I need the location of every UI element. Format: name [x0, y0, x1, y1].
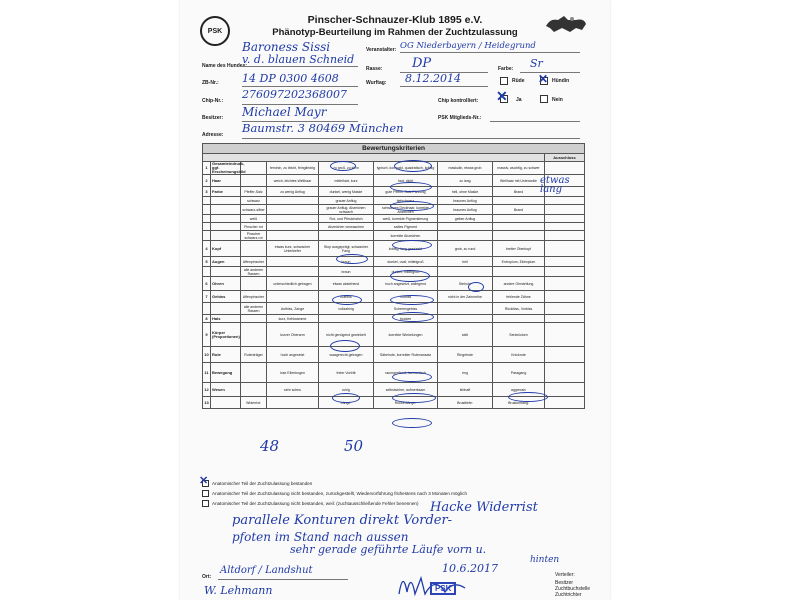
ausschluss-cell — [545, 383, 585, 397]
circle-mark — [392, 240, 432, 250]
criteria-cell — [438, 303, 493, 315]
ausschluss-cell — [545, 363, 585, 383]
criteria-name: Kopf — [211, 241, 241, 257]
criteria-cell: Brusttiefe: — [438, 397, 493, 409]
verteiler-label: Verteiler: — [555, 572, 575, 578]
dog-name-line1: Baroness Sissi — [242, 40, 331, 54]
ausschluss-cell — [545, 315, 585, 323]
circle-mark — [392, 312, 434, 322]
criteria-cell: eng — [438, 363, 493, 383]
criteria-cell: mittelhart, kurz — [319, 175, 374, 187]
richter-value: W. Lehmann — [204, 584, 273, 597]
verteiler-line: Zuchtbuchstelle — [555, 586, 591, 592]
circle-mark — [332, 295, 362, 305]
criteria-number — [203, 267, 211, 277]
criteria-cell: braunes Anflug — [438, 205, 493, 215]
option-deferred: Anatomischer Teil der Zuchtzulassung nicht bestanden, zurückgestellt, Wiedervorführung frühestens nach 3 Monaten möglich — [212, 491, 468, 496]
criteria-cell: kurzer Oberarm — [267, 323, 319, 347]
criteria-cell — [267, 223, 319, 231]
ausschluss-note: etwas lang — [540, 175, 570, 195]
criteria-cell: kurz, Kehlwamme — [267, 315, 319, 323]
criteria-cell — [493, 197, 545, 205]
criteria-number: 12 — [203, 383, 211, 397]
veranstalter-label: Veranstalter: — [366, 47, 397, 53]
criteria-cell: Affenpinscher — [241, 291, 267, 303]
criteria-number: 9 — [203, 323, 211, 347]
criteria-number — [203, 215, 211, 223]
criteria-name: Farbe — [211, 187, 241, 197]
criteria-name — [211, 215, 241, 223]
name-label: Name des Hundes: — [202, 63, 248, 69]
criteria-cell: schwarz-silber — [241, 205, 267, 215]
adresse-label: Adresse: — [202, 132, 224, 138]
circle-mark — [330, 340, 360, 352]
ausschluss-cell — [545, 291, 585, 303]
criteria-name: Rute — [211, 347, 241, 363]
criteria-cell — [438, 231, 493, 241]
criteria-cell: Rutenträger — [241, 347, 267, 363]
criteria-cell: sattes Pigment — [374, 223, 438, 231]
criteria-cell: Widerrist: — [241, 397, 267, 409]
criteria-cell: nicht genügend gewinkelt — [319, 323, 374, 347]
criteria-number: 11 — [203, 363, 211, 383]
ausschluss-cell — [545, 257, 585, 267]
circle-mark — [468, 282, 484, 292]
option-failed: Anatomischer Teil der Zuchtzulassung nicht bestanden, weil: (zuchtausschließende Fehler benennen) — [212, 501, 419, 506]
criteria-number: 8 — [203, 315, 211, 323]
ausschluss-cell — [545, 231, 585, 241]
criteria-name — [211, 397, 241, 409]
criteria-cell: Abzeichen verwaschen — [319, 223, 374, 231]
ausschluss-cell — [545, 303, 585, 315]
remarks-line-1: Hacke Widerrist — [430, 500, 538, 515]
remarks-line-2: parallele Konturen direkt Vorder- — [232, 513, 453, 528]
criteria-cell — [438, 223, 493, 231]
criteria-cell: Knickrute — [493, 347, 545, 363]
criteria-name — [211, 231, 241, 241]
criteria-cell — [493, 215, 545, 223]
ruede-checkbox[interactable] — [500, 77, 508, 85]
dog-name-line2: v. d. blauen Schneid — [242, 53, 355, 66]
criteria-name: Hals — [211, 315, 241, 323]
criteria-number — [203, 223, 211, 231]
criteria-cell — [319, 315, 374, 323]
criteria-cell: alle anderen Rassen — [241, 303, 267, 315]
criteria-row — [203, 323, 585, 347]
criteria-row — [203, 162, 585, 175]
nein-checkbox[interactable] — [540, 95, 548, 103]
criteria-cell: Vorbiss — [374, 291, 438, 303]
criteria-cell: alle anderen Rassen — [241, 267, 267, 277]
option-failed-checkbox[interactable] — [202, 500, 209, 507]
criteria-row — [203, 347, 585, 363]
rasse-label: Rasse: — [366, 66, 383, 72]
chip-value: 276097202368007 — [242, 88, 347, 101]
criteria-number: 3 — [203, 187, 211, 197]
criteria-row — [203, 363, 585, 383]
criteria-cell — [241, 323, 267, 347]
criteria-cell: weich, leichtes Wellhaar — [267, 175, 319, 187]
criteria-cell: Affenpinscher — [241, 257, 267, 267]
veranstalter-value: OG Niederbayern / Heidegrund — [400, 41, 536, 51]
verteiler-line: Besitzer — [555, 580, 574, 586]
criteria-cell — [267, 291, 319, 303]
nein-label: Nein — [552, 97, 563, 103]
zb-label: ZB-Nr.: — [202, 80, 219, 86]
ja-checked-mark-icon: ✕ — [496, 88, 508, 104]
criteria-cell — [267, 257, 319, 267]
criteria-cell: trocken — [374, 315, 438, 323]
criteria-cell: schwarzes Deckhaar, korrekte Abzeichen — [374, 205, 438, 215]
criteria-cell — [267, 215, 319, 223]
criteria-cell: weiß, korrekte Pigmentierung — [374, 215, 438, 223]
criteria-name: Gebiss — [211, 291, 241, 303]
remarks-line-3: pfoten im Stand nach aussen — [232, 530, 409, 544]
criteria-cell: Scherengebiss — [374, 303, 438, 315]
criteria-name: Augen — [211, 257, 241, 267]
circle-mark — [392, 418, 432, 428]
criteria-cell: dunkel, mittelgroß — [374, 267, 438, 277]
circle-mark — [390, 270, 430, 282]
criteria-cell — [493, 315, 545, 323]
criteria-cell: fehlende Zähne — [493, 291, 545, 303]
criteria-cell — [438, 267, 493, 277]
circle-mark — [390, 201, 434, 211]
criteria-cell: grauer Anflug — [319, 197, 374, 205]
farbe-label: Farbe: — [498, 66, 514, 72]
ort-label: Ort: — [202, 574, 212, 580]
criteria-cell — [241, 277, 267, 291]
circle-mark — [332, 393, 360, 403]
criteria-cell: kräftig, lang gestreckt — [374, 241, 438, 257]
criteria-cell: Stop ausgeprägt, schwacher Fang — [319, 241, 374, 257]
criteria-cell: dunkel, wenig Maske — [319, 187, 374, 197]
criteria-cell: braunes Anflug — [438, 197, 493, 205]
chip-label: Chip-Nr.: — [202, 98, 224, 104]
criteria-cell: Pinscher schwarz-rot — [241, 231, 267, 241]
criteria-cell: Aufbiss, Zange — [267, 303, 319, 315]
circle-mark — [392, 372, 432, 382]
widerrist-value: 48 — [260, 437, 280, 455]
psk-label: PSK Mitglieds-Nr.: — [438, 115, 482, 121]
criteria-cell — [241, 363, 267, 383]
criteria-cell: Pinscher rot — [241, 223, 267, 231]
criteria-cell — [438, 315, 493, 323]
criteria-cell: Brustumfang: — [493, 397, 545, 409]
criteria-cell: hart, dicht — [374, 175, 438, 187]
ausschluss-cell — [545, 223, 585, 231]
criteria-cell: massiv, wuchtig, zu schwer — [493, 162, 545, 175]
criteria-cell — [241, 315, 267, 323]
criteria-number — [203, 205, 211, 215]
criteria-row — [203, 257, 585, 267]
remarks-line-4: sehr gerade geführte Läufe vorn u. — [290, 543, 487, 556]
criteria-cell: raumgreifend, harmonisch — [374, 363, 438, 383]
criteria-cell: Säbelrute, korrekter Rutenansatz — [374, 347, 438, 363]
chip-kontrolliert-label: Chip kontrolliert: — [438, 98, 479, 104]
criteria-number: 6 — [203, 277, 211, 291]
criteria-row — [203, 215, 585, 223]
criteria-cell: Rückenlänge: — [374, 397, 438, 409]
ja-label: Ja — [516, 97, 522, 103]
criteria-name: Wesen — [211, 383, 241, 397]
criteria-name: Körper (Proportionen) — [211, 323, 241, 347]
criteria-cell — [267, 397, 319, 409]
besitzer-label: Besitzer: — [202, 115, 224, 121]
criteria-number: 5 — [203, 257, 211, 267]
criteria-name — [211, 303, 241, 315]
criteria-cell: selbstsicher, aufmerksam — [374, 383, 438, 397]
criteria-row — [203, 231, 585, 241]
ausschluss-header: Ausschluss — [545, 154, 585, 162]
criteria-cell: braun — [319, 257, 374, 267]
criteria-name: Gesamteindruck, ggf. Erscheinungsbild — [212, 161, 246, 174]
circle-mark — [330, 161, 356, 171]
criteria-row — [203, 223, 585, 231]
criteria-cell: lose Ellenbogen — [267, 363, 319, 383]
criteria-cell: breiter Oberkopf — [493, 241, 545, 257]
criteria-number: 2 — [203, 175, 211, 187]
criteria-cell: waagerecht getragen — [319, 347, 374, 363]
huendin-checked-mark-icon: ✕ — [538, 72, 549, 86]
criteria-cell: schwarz — [241, 197, 267, 205]
circle-mark — [394, 160, 432, 172]
circle-mark — [390, 182, 432, 192]
criteria-name — [211, 267, 241, 277]
ausschluss-cell — [545, 205, 585, 215]
ausschluss-cell — [545, 197, 585, 205]
criteria-cell — [267, 197, 319, 205]
criteria-cell: vollzahnig — [319, 303, 374, 315]
criteria-cell: Ringelrute — [438, 347, 493, 363]
wurftag-value: 8.12.2014 — [405, 72, 461, 85]
criteria-cell: braun — [319, 267, 374, 277]
ausschluss-cell — [545, 397, 585, 409]
circle-mark — [390, 295, 434, 305]
criteria-cell — [241, 241, 267, 257]
ort-value: Altdorf / Landshut — [220, 565, 313, 576]
huendin-label: Hündin — [552, 78, 570, 84]
criteria-cell: nicht in der Zahnreihe — [438, 291, 493, 303]
criteria-number — [203, 231, 211, 241]
criteria-title: Bewertungskriterien — [203, 144, 585, 154]
criteria-number: 4 — [203, 241, 211, 257]
criteria-cell: etwas abstehend — [319, 277, 374, 291]
criteria-number: 1 — [203, 162, 211, 175]
criteria-cell: hoch angesetzt, anliegend — [374, 277, 438, 291]
criteria-cell: Stehohr — [438, 277, 493, 291]
club-title: Pinscher-Schnauzer-Klub 1895 e.V. — [307, 14, 483, 26]
criteria-cell: sehr scheu — [267, 383, 319, 397]
criteria-number — [203, 303, 211, 315]
criteria-name: Haar — [211, 175, 241, 187]
adresse-value: Baumstr. 3 80469 München — [242, 121, 404, 135]
circle-mark — [508, 392, 548, 402]
criteria-cell — [267, 267, 319, 277]
criteria-cell: zu groß, zu klein — [319, 162, 374, 175]
passed-checked-mark-icon: ✕ — [199, 475, 209, 487]
psk-stamp: PSK — [430, 582, 456, 595]
ausschluss-cell — [545, 215, 585, 223]
criteria-cell: unterschiedlich getragen — [267, 277, 319, 291]
besitzer-value: Michael Mayr — [242, 105, 327, 119]
criteria-cell: maskulin, etwas grob — [438, 162, 493, 175]
farbe-value: Sr — [530, 57, 543, 70]
criteria-cell: zu wenig Anflug — [267, 187, 319, 197]
wurftag-label: Wurftag: — [366, 80, 387, 86]
criteria-cell: andere Ohrstellung — [493, 277, 545, 291]
ausschluss-cell — [545, 277, 585, 291]
ausschluss-cell — [545, 347, 585, 363]
ausschluss-cell — [545, 162, 585, 175]
criteria-cell: hoch angesetzt — [267, 347, 319, 363]
criteria-cell: Rückbiss, Vorbiss — [493, 303, 545, 315]
criteria-cell: gute Pfeffer-Salz-Färbung — [374, 187, 438, 197]
criteria-cell: Entropium, Ektropium — [493, 257, 545, 267]
criteria-cell: Senkrücken — [493, 323, 545, 347]
laenge-value: 50 — [344, 437, 364, 455]
ausschluss-cell — [545, 323, 585, 347]
ruede-label: Rüde — [512, 78, 525, 84]
circle-mark — [336, 254, 368, 264]
criteria-cell: Länge: — [319, 397, 374, 409]
criteria-cell: tiefschwarz — [374, 197, 438, 205]
criteria-cell: grauer Anflug, Abzeichen schwach — [319, 205, 374, 215]
circle-mark — [392, 393, 436, 403]
criteria-cell — [493, 231, 545, 241]
criteria-cell: Rot- und Pfirsichstich — [319, 215, 374, 223]
criteria-cell: freier Vortritt — [319, 363, 374, 383]
criteria-cell: typisch, kompakt, quadratisch, kräftig — [374, 162, 438, 175]
rasse-value: DP — [412, 56, 432, 71]
criteria-cell: Passgang — [493, 363, 545, 383]
option-passed: Anatomischer Teil der Zuchtzulassung bestanden — [212, 481, 313, 486]
criteria-name — [211, 223, 241, 231]
criteria-cell: korrekte Winkelungen — [374, 323, 438, 347]
criteria-number: 13 — [203, 397, 211, 409]
ausschluss-cell — [545, 241, 585, 257]
criteria-number: 7 — [203, 291, 211, 303]
criteria-name — [211, 197, 241, 205]
datum-value: 10.6.2017 — [442, 562, 498, 575]
criteria-cell: grob, zu rund — [438, 241, 493, 257]
criteria-cell: etwas kurz, schwacher Unterkiefer — [267, 241, 319, 257]
criteria-cell: Pfeffer-Salz — [241, 187, 267, 197]
criteria-cell: Brand — [493, 187, 545, 197]
form-title: Phänotyp-Beurteilung im Rahmen der Zuchtzulassung — [272, 27, 518, 38]
zb-value: 14 DP 0300 4608 — [242, 72, 339, 85]
criteria-cell — [267, 231, 319, 241]
criteria-cell: dunkel, oval, mittelgroß — [374, 257, 438, 267]
criteria-cell: hell, ohne Maske — [438, 187, 493, 197]
criteria-cell — [267, 205, 319, 215]
evaluation-sheet — [180, 0, 610, 600]
criteria-cell — [493, 267, 545, 277]
criteria-cell — [241, 175, 267, 187]
criteria-cell: Wellhaar mit Unterwolle — [493, 175, 545, 187]
criteria-cell: hell — [438, 257, 493, 267]
option-deferred-checkbox[interactable] — [202, 490, 209, 497]
criteria-cell: korrekte Abzeichen — [374, 231, 438, 241]
criteria-name — [211, 205, 241, 215]
criteria-cell — [319, 231, 374, 241]
criteria-cell: feminin, zu leicht, feingliedrig — [267, 162, 319, 175]
criteria-cell: Aufbiss — [319, 291, 374, 303]
criteria-cell: gelber Anflug — [438, 215, 493, 223]
criteria-number: 10 — [203, 347, 211, 363]
criteria-cell — [241, 383, 267, 397]
criteria-number — [203, 197, 211, 205]
criteria-cell: steil — [438, 323, 493, 347]
criteria-row — [203, 303, 585, 315]
criteria-cell: zu lang — [438, 175, 493, 187]
criteria-cell: lebhaft — [438, 383, 493, 397]
criteria-cell — [493, 223, 545, 231]
criteria-cell: Brand — [493, 205, 545, 215]
criteria-cell: weiß — [241, 215, 267, 223]
criteria-cell: aggressiv — [493, 383, 545, 397]
criteria-name: Bewegung — [211, 363, 241, 383]
club-logo: PSK — [200, 16, 230, 46]
criteria-name: Ohren — [211, 277, 241, 291]
ausschluss-cell — [545, 267, 585, 277]
verteiler-line: Zuchtrichter — [555, 592, 582, 598]
remarks-line-5: hinten — [530, 555, 560, 565]
criteria-cell: ruhig — [319, 383, 374, 397]
